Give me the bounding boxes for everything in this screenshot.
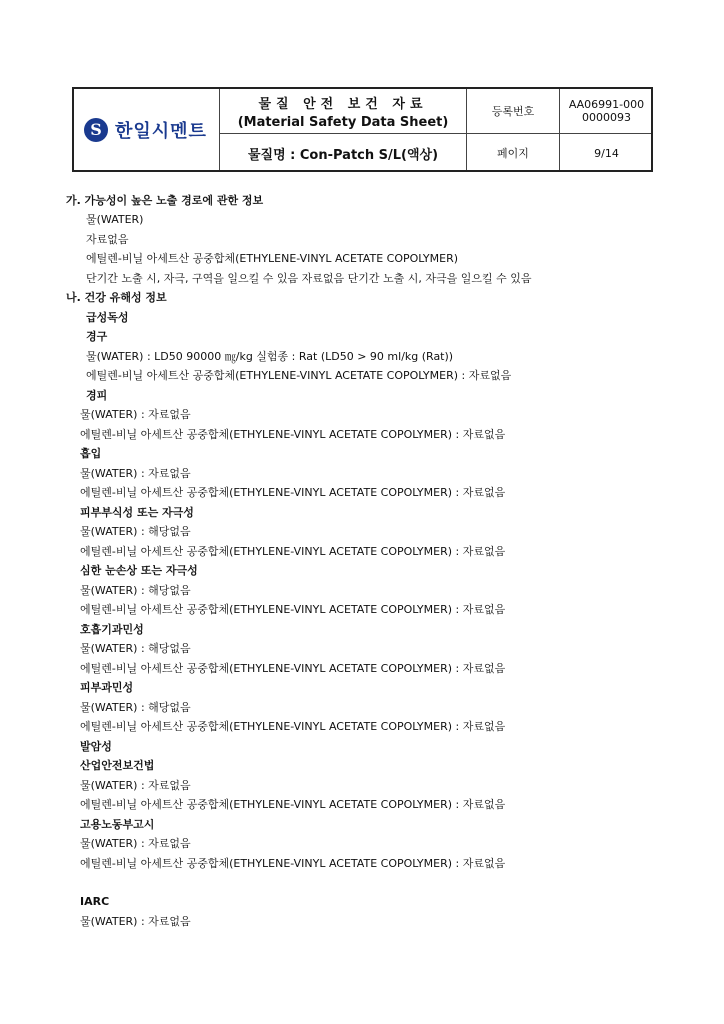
text-line: 물(WATER) (86, 213, 144, 226)
msds-header (72, 87, 653, 172)
text-line: 에틸렌-비닐 아세트산 공중합체(ETHYLENE-VINYL ACETATE COPOLYMER) : 자료없음 (80, 720, 506, 733)
text-line: 에틸렌-비닐 아세트산 공중합체(ETHYLENE-VINYL ACETATE COPOLYMER) : 자료없음 (80, 798, 506, 811)
section-heading-exposure: 가. 가능성이 높은 노출 경로에 관한 정보 (66, 194, 264, 207)
text-line: 자료없음 (86, 233, 129, 246)
logo-s-icon: S (84, 118, 108, 142)
text-line: 물(WATER) : 해당없음 (80, 642, 191, 655)
subheading: 발암성 (80, 740, 112, 753)
text-line: 물(WATER) : 해당없음 (80, 701, 191, 714)
subheading: 경구 (86, 330, 108, 343)
text-line: 에틸렌-비닐 아세트산 공중합체(ETHYLENE-VINYL ACETATE COPOLYMER) : 자료없음 (86, 369, 512, 382)
subheading: 경피 (86, 389, 108, 402)
text-line: 에틸렌-비닐 아세트산 공중합체(ETHYLENE-VINYL ACETATE COPOLYMER) : 자료없음 (80, 603, 506, 616)
text-line: 에틸렌-비닐 아세트산 공중합체(ETHYLENE-VINYL ACETATE COPOLYMER) (86, 252, 459, 265)
material-name: 물질명 : Con-Patch S/L(액상) (247, 147, 439, 163)
subheading: 심한 눈손상 또는 자극성 (80, 564, 198, 577)
text-line: 에틸렌-비닐 아세트산 공중합체(ETHYLENE-VINYL ACETATE COPOLYMER) : 자료없음 (80, 428, 506, 441)
subheading: 급성독성 (86, 311, 129, 324)
text-line: 물(WATER) : 해당없음 (80, 584, 191, 597)
text-line: 물(WATER) : 자료없음 (80, 408, 191, 421)
subheading: 피부부식성 또는 자극성 (80, 506, 194, 519)
text-line: 물(WATER) : 해당없음 (80, 525, 191, 538)
text-line: 물(WATER) : 자료없음 (80, 779, 191, 792)
registration-number-line1: AA06991-000 (568, 98, 645, 111)
subheading: 고용노동부고시 (80, 818, 155, 831)
text-line: 에틸렌-비닐 아세트산 공중합체(ETHYLENE-VINYL ACETATE COPOLYMER) : 자료없음 (80, 545, 506, 558)
doc-title-english: (Material Safety Data Sheet) (237, 114, 449, 130)
subheading: 흡입 (80, 447, 102, 460)
text-line: 물(WATER) : 자료없음 (80, 837, 191, 850)
registration-number-line2: 0000093 (582, 111, 631, 124)
section-heading-health: 나. 건강 유해성 정보 (66, 291, 167, 304)
text-line: 단기간 노출 시, 자극, 구역을 일으킬 수 있음 자료없음 단기간 노출 시, 자극을 일으킬 수 있음 (86, 272, 532, 285)
subheading: 피부과민성 (80, 681, 134, 694)
page-label: 페이지 (497, 147, 529, 160)
subheading: 산업안전보건법 (80, 759, 155, 772)
subheading: 호흡기과민성 (80, 623, 144, 636)
page-number: 9/14 (594, 146, 619, 160)
doc-title-korean: 물질 안전 보건 자료 (258, 96, 428, 112)
text-line: 에틸렌-비닐 아세트산 공중합체(ETHYLENE-VINYL ACETATE COPOLYMER) : 자료없음 (80, 662, 506, 675)
company-name: 한일시멘트 (115, 121, 207, 142)
text-line: 물(WATER) : LD50 90000 ㎎/kg 실험종 : Rat (LD50 > 90 ml/kg (Rat)) (86, 350, 454, 363)
text-line: 에틸렌-비닐 아세트산 공중합체(ETHYLENE-VINYL ACETATE COPOLYMER) : 자료없음 (80, 486, 506, 499)
text-line: 물(WATER) : 자료없음 (80, 915, 191, 928)
company-logo (84, 117, 207, 143)
text-line: 에틸렌-비닐 아세트산 공중합체(ETHYLENE-VINYL ACETATE COPOLYMER) : 자료없음 (80, 857, 506, 870)
text-line: 물(WATER) : 자료없음 (80, 467, 191, 480)
subheading: IARC (80, 895, 110, 908)
registration-label: 등록번호 (491, 105, 535, 118)
